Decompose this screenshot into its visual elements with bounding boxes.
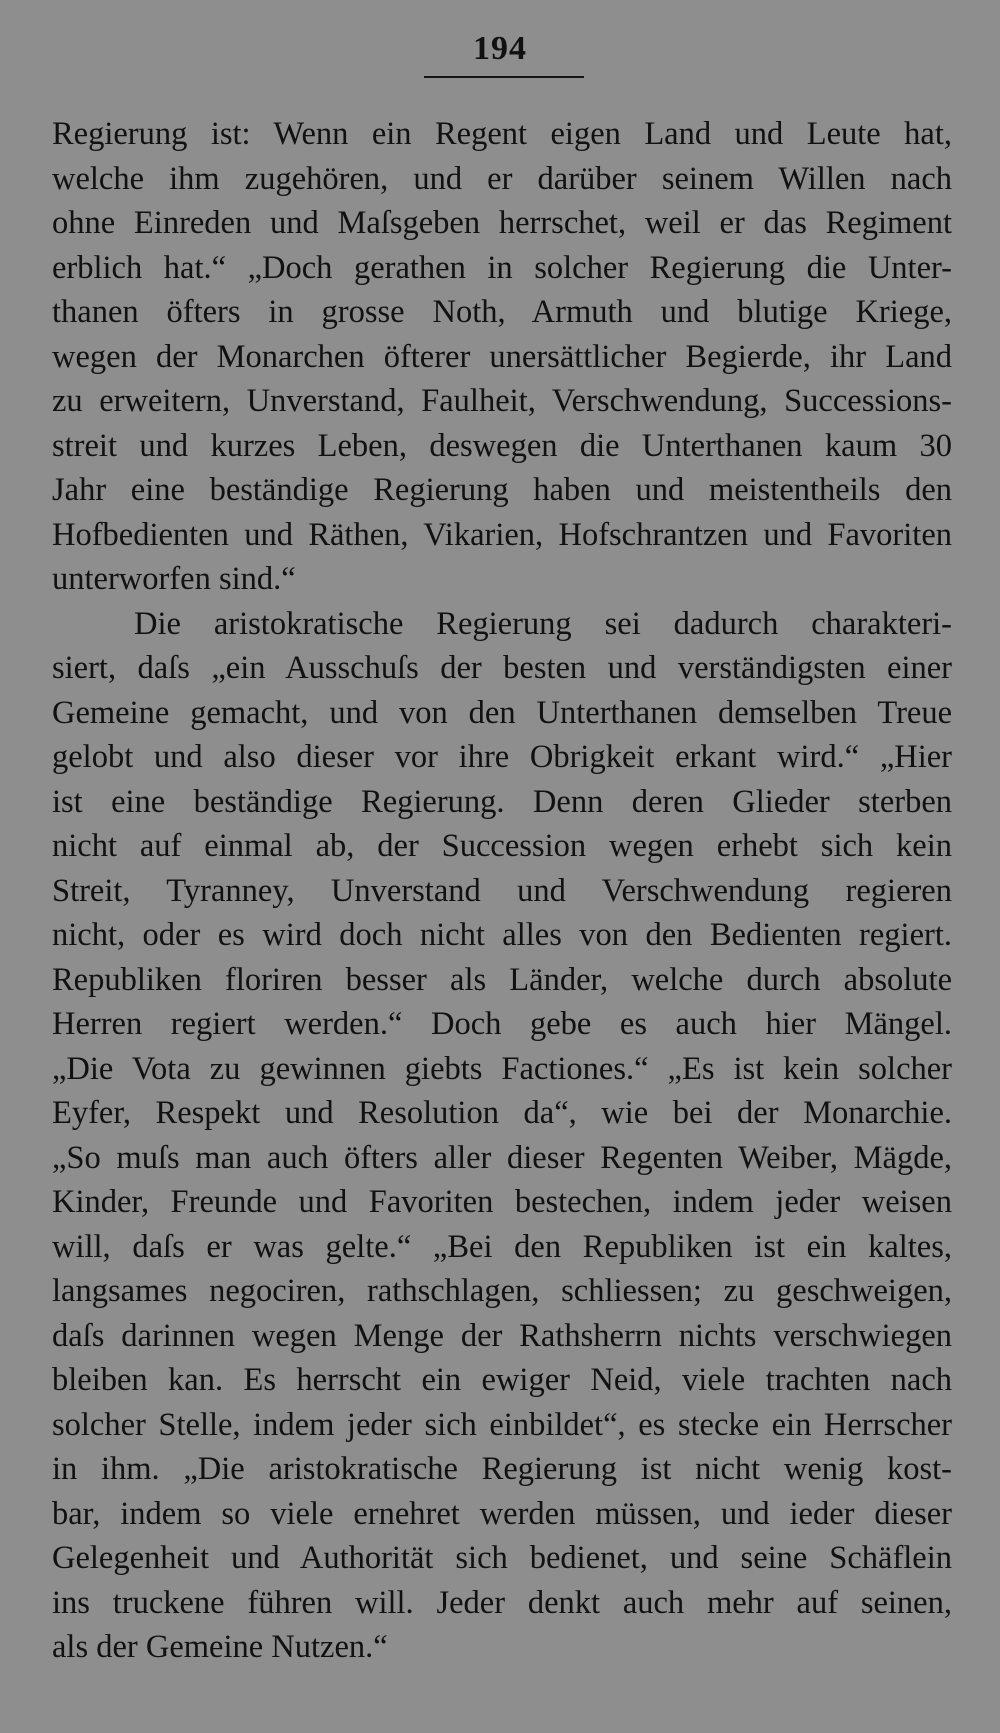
text-line: gelobt und also dieser vor ihre Obrigkeit erkant wird.“ „Hier [52, 739, 952, 775]
text-line: will, daſs er was gelte.“ „Bei den Republiken ist ein kaltes, [52, 1228, 952, 1265]
body-text [52, 112, 952, 1670]
text-line: daſs darinnen wegen Menge der Rathsherrn nichts verschwiegen [52, 1317, 952, 1354]
text-line: Eyfer, Respekt und Resolution da“, wie bei der Monarchie. [52, 1095, 952, 1131]
text-line: Regierung ist: Wenn ein Regent eigen Land und Leute hat, [52, 116, 952, 152]
text-line: als der Gemeine Nutzen.“ [52, 1629, 388, 1665]
text-line: Gemeine gemacht, und von den Unterthanen demselben Treue [52, 694, 952, 731]
text-line: siert, daſs „ein Ausschuſs der besten und verständigsten einer [52, 650, 952, 686]
text-line: ist eine beständige Regierung. Denn deren Glieder sterben [52, 783, 952, 820]
text-line: thanen öfters in grosse Noth, Armuth und blutige Kriege, [52, 294, 952, 330]
text-line: Kinder, Freunde und Favoriten bestechen, indem jeder weisen [52, 1184, 952, 1220]
text-line: ohne Einreden und Maſsgeben herrschet, weil er das Regiment [52, 205, 952, 241]
text-line: langsames negociren, rathschlagen, schliessen; zu geschweigen, [52, 1273, 952, 1309]
text-line: nicht, oder es wird doch nicht alles von den Bedienten regiert. [52, 917, 952, 953]
text-line: Jahr eine beständige Regierung haben und meistentheils den [52, 472, 952, 508]
page-number: 194 [473, 30, 527, 67]
text-line: wegen der Monarchen öfterer unersättlicher Begierde, ihr Land [52, 338, 952, 375]
text-line: Herren regiert werden.“ Doch gebe es auch hier Mängel. [52, 1006, 952, 1042]
text-line: bar, indem so viele ernehret werden müssen, und ieder dieser [52, 1495, 952, 1532]
text-line: Republiken floriren besser als Länder, welche durch absolute [52, 961, 952, 998]
text-line: Die aristokratische Regierung sei dadurch charakteri- [134, 605, 952, 642]
text-line: welche ihm zugehören, und er darüber seinem Willen nach [52, 160, 952, 197]
text-line: bleiben kan. Es herrscht ein ewiger Neid, viele trachten nach [52, 1362, 952, 1398]
page-number-rule [424, 76, 584, 78]
text-line: „So muſs man auch öfters aller dieser Regenten Weiber, Mägde, [52, 1139, 952, 1176]
text-line: Gelegenheit und Authorität sich bedienet, und seine Schäflein [52, 1540, 952, 1576]
text-line: ins truckene führen will. Jeder denkt auch mehr auf seinen, [52, 1584, 952, 1621]
text-line: erblich hat.“ „Doch gerathen in solcher Regierung die Unter- [52, 249, 952, 286]
text-line: solcher Stelle, indem jeder sich einbildet“, es stecke ein Herrscher [52, 1406, 952, 1443]
text-line: Hofbedienten und Räthen, Vikarien, Hofschrantzen und Favoriten [52, 516, 952, 553]
text-line: in ihm. „Die aristokratische Regierung ist nicht wenig kost- [52, 1451, 952, 1487]
text-line: zu erweitern, Unverstand, Faulheit, Verschwendung, Successions- [52, 383, 952, 419]
text-line: unterworfen sind.“ [52, 561, 296, 597]
text-line: „Die Vota zu gewinnen giebts Factiones.“ „Es ist kein solcher [52, 1050, 952, 1087]
text-line: streit und kurzes Leben, deswegen die Unterthanen kaum 30 [52, 427, 952, 464]
text-line: Streit, Tyranney, Unverstand und Verschwendung regieren [52, 872, 952, 909]
text-line: nicht auf einmal ab, der Succession wegen erhebt sich kein [52, 828, 952, 864]
